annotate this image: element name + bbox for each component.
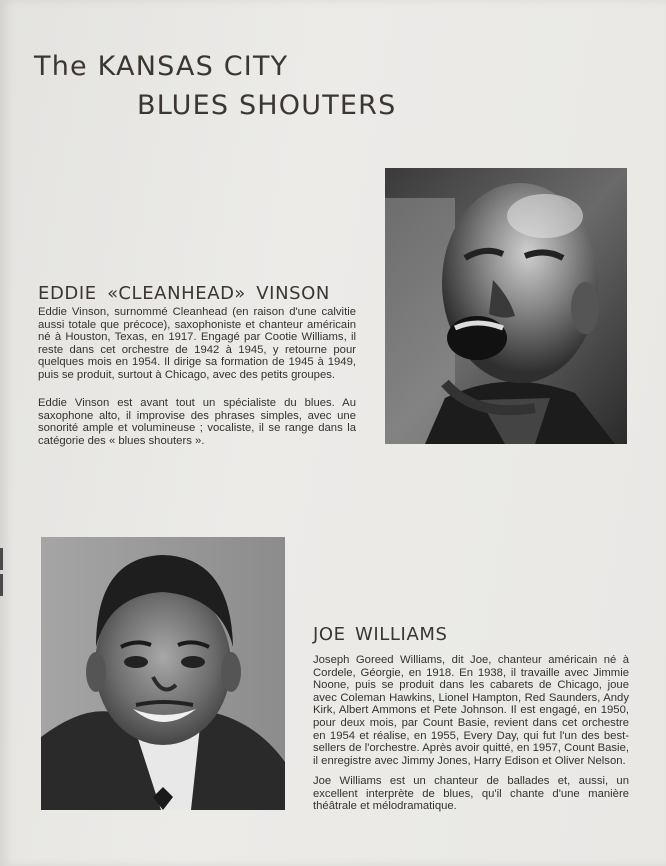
page-title-line-1: The KANSAS CITY — [34, 51, 289, 82]
vinson-heading: EDDIE «CLEANHEAD» VINSON — [38, 283, 330, 304]
binding-mark — [0, 574, 3, 596]
page-title-line-2: BLUES SHOUTERS — [137, 90, 397, 121]
vinson-photo — [385, 168, 627, 444]
williams-photo — [41, 537, 285, 810]
williams-heading: JOE WILLIAMS — [313, 624, 448, 645]
vinson-bio-paragraph: Eddie Vinson, surnommé Cleanhead (en raison d'une calvitie aussi totale que précoce), saxophoniste et chanteur américain né à Houston, Texas, en 1917. Engagé par Cootie Williams, il reste dans cet orchestre de 1942 à 1945, y retourne pour quelques mois en 1954. Il dirige sa formation de 1945 à 1949, puis se produit, surtout à Chicago, avec des petits groupes. — [38, 306, 356, 381]
williams-bio-paragraph: Joseph Goreed Williams, dit Joe, chanteur américain né à Cordele, Géorgie, en 1918. En 1938, il travaille avec Jimmie Noone, puis se produit dans les cabarets de Chicago, joue avec Coleman Hawkins, Lionel Hampton, Red Saunders, Andy Kirk, Albert Ammons et Pete Johnson. Il est engagé, en 1950, pour deux mois, par Count Basie, revient dans cet orchestre en 1954 et réalise, en 1955, Every Day, qui fut l'un des best-sellers de l'orchestre. Après avoir quitté, en 1957, Count Basie, il enregistre avec Jimmy Jones, Harry Edison et Oliver Nelson. — [313, 654, 629, 767]
williams-style-paragraph: Joe Williams est un chanteur de ballades et, aussi, un excellent interprète de blues, qu'il chante d'une manière théâtrale et mélodramatique. — [313, 775, 629, 813]
binding-mark — [0, 548, 3, 570]
vinson-style-paragraph: Eddie Vinson est avant tout un spécialiste du blues. Au saxophone alto, il improvise des phrases simples, avec une sonorité ample et volumineuse ; vocaliste, il se range dans la catégorie des « blues shouters ». — [38, 397, 356, 447]
